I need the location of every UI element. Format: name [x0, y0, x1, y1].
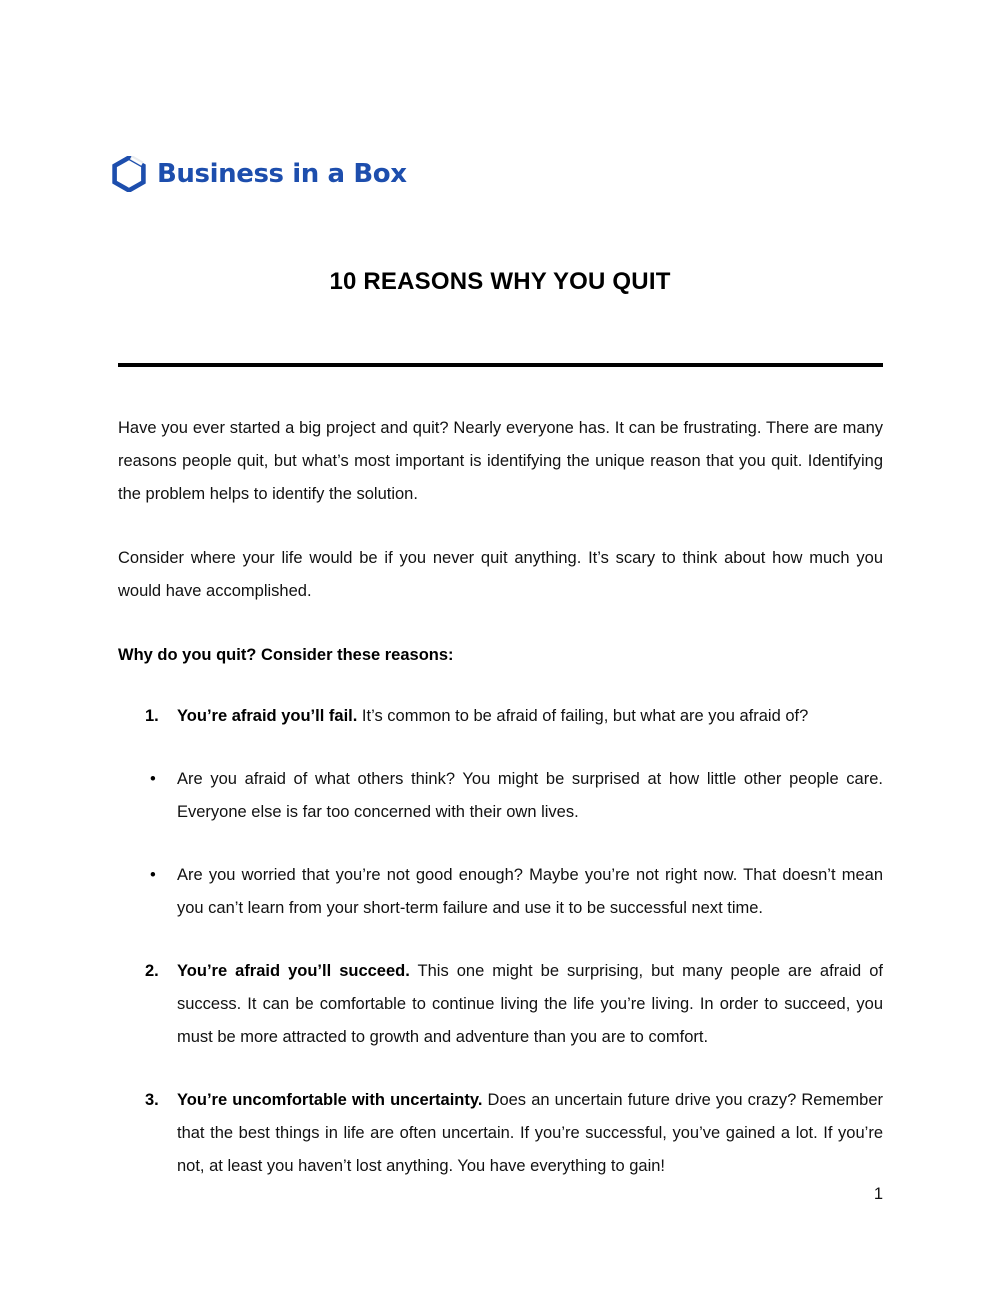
- brand-logo: [112, 152, 407, 196]
- page-number: 1: [873, 1185, 883, 1203]
- list-item-marker: 3.: [145, 1091, 159, 1109]
- list-item-text: Does an uncertain future drive you crazy? Remember that the best things in life are often uncertain. If you’re successful, you’ve gained a lot. If you’re not, at least you haven’t lost anything. You have everything to gain!: [177, 1091, 883, 1175]
- list-item-lead: You’re afraid you’ll fail.: [177, 707, 358, 725]
- list-item-marker: 2.: [145, 962, 159, 980]
- brand-name: Business in a Box: [157, 159, 407, 189]
- list-item-text: It’s common to be afraid of failing, but what are you afraid of?: [357, 707, 809, 725]
- bullet-marker-icon: •: [150, 770, 156, 788]
- bullet-text: Are you afraid of what others think? You might be surprised at how little other people care. Everyone else is far too concerned with their own lives.: [177, 770, 883, 821]
- page-title: 10 REASONS WHY YOU QUIT: [329, 268, 671, 295]
- hexagon-outline-icon: [112, 156, 146, 192]
- list-item-text: This one might be surprising, but many people are afraid of success. It can be comfortable to continue living the life you’re living. In order to succeed, you must be more attracted to growth and adventure than you are to comfort.: [177, 962, 883, 1046]
- list-item-lead: You’re uncomfortable with uncertainty.: [177, 1091, 483, 1109]
- list-item-lead: You’re afraid you’ll succeed.: [177, 962, 410, 980]
- bullet-marker-icon: •: [150, 866, 156, 884]
- document-body: [118, 412, 883, 1213]
- section-lead-in: Why do you quit? Consider these reasons:: [118, 646, 454, 664]
- list-item: [118, 700, 883, 733]
- title-divider: [118, 363, 883, 367]
- list-item: [118, 859, 883, 925]
- list-item: [118, 955, 883, 1054]
- paragraph-intro-2: Consider where your life would be if you never quit anything. It’s scary to think about how much you would have accomplished.: [118, 549, 883, 600]
- list-item: [118, 763, 883, 829]
- list-item-marker: 1.: [145, 707, 159, 725]
- paragraph-intro-1: Have you ever started a big project and quit? Nearly everyone has. It can be frustrating. There are many reasons people quit, but what’s most important is identifying the unique reason that you quit. Identifying the problem helps to identify the solution.: [118, 419, 883, 503]
- bullet-text: Are you worried that you’re not good enough? Maybe you’re not right now. That doesn’t mean you can’t learn from your short-term failure and use it to be successful next time.: [177, 866, 883, 917]
- list-item: [118, 1084, 883, 1183]
